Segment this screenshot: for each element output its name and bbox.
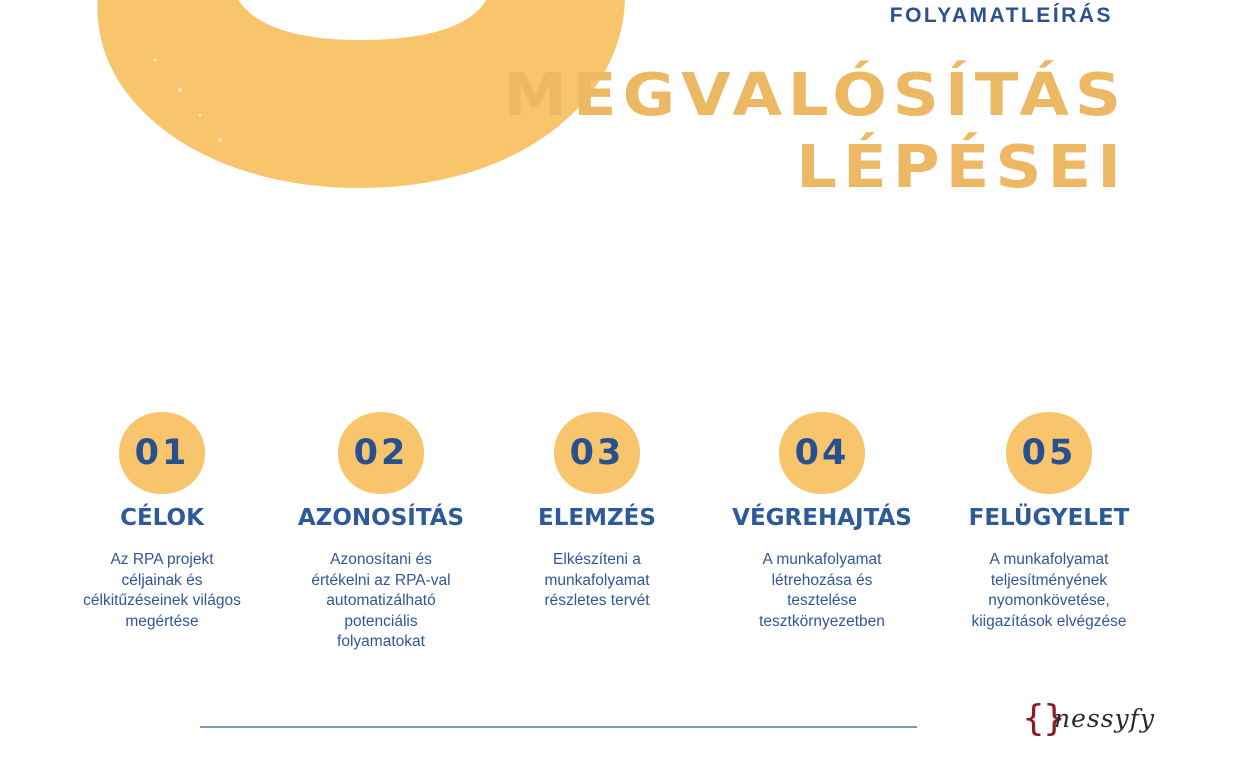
step-badge xyxy=(777,410,867,496)
brand-logo xyxy=(1020,697,1160,747)
step-badge xyxy=(117,410,207,496)
step-2 xyxy=(271,410,491,653)
step-title: FELÜGYELET xyxy=(968,505,1130,531)
page-title-line1: MEGVALÓSÍTÁS xyxy=(503,61,1127,130)
step-number: 04 xyxy=(794,433,850,473)
step-3 xyxy=(487,410,707,612)
step-description: Az RPA projekt céljainak és célkitűzéseinek világos megértése xyxy=(83,551,241,630)
page-title-line2: LÉPÉSEI xyxy=(796,133,1127,202)
step-title: CÉLOK xyxy=(120,505,204,531)
step-description: Elkészíteni a munkafolyamat részletes tervét xyxy=(544,551,650,609)
page-subtitle: FOLYAMATLEÍRÁS xyxy=(889,4,1113,27)
step-number: 01 xyxy=(134,433,190,473)
step-title: AZONOSÍTÁS xyxy=(297,505,465,531)
step-badge xyxy=(336,410,426,496)
step-description: A munkafolyamat létrehozása és tesztelése tesztkörnyezetben xyxy=(759,551,885,630)
step-badge xyxy=(1004,410,1094,496)
step-badge xyxy=(552,410,642,496)
step-title: VÉGREHAJTÁS xyxy=(732,505,912,531)
logo-brace-icon: {} xyxy=(1022,698,1064,739)
step-description: Azonosítani és értékelni az RPA-val automatizálható potenciális folyamatokat xyxy=(311,551,451,650)
step-5 xyxy=(939,410,1159,632)
divider-line xyxy=(200,726,917,728)
step-4 xyxy=(712,410,932,632)
step-1 xyxy=(52,410,272,632)
step-number: 02 xyxy=(353,433,409,473)
step-number: 05 xyxy=(1021,433,1077,473)
step-number: 03 xyxy=(569,433,625,473)
step-title: ELEMZÉS xyxy=(538,505,656,531)
step-description: A munkafolyamat teljesítményének nyomonkövetése, kiigazítások elvégzése xyxy=(971,551,1127,630)
logo-text: nessyfy xyxy=(1054,704,1156,733)
